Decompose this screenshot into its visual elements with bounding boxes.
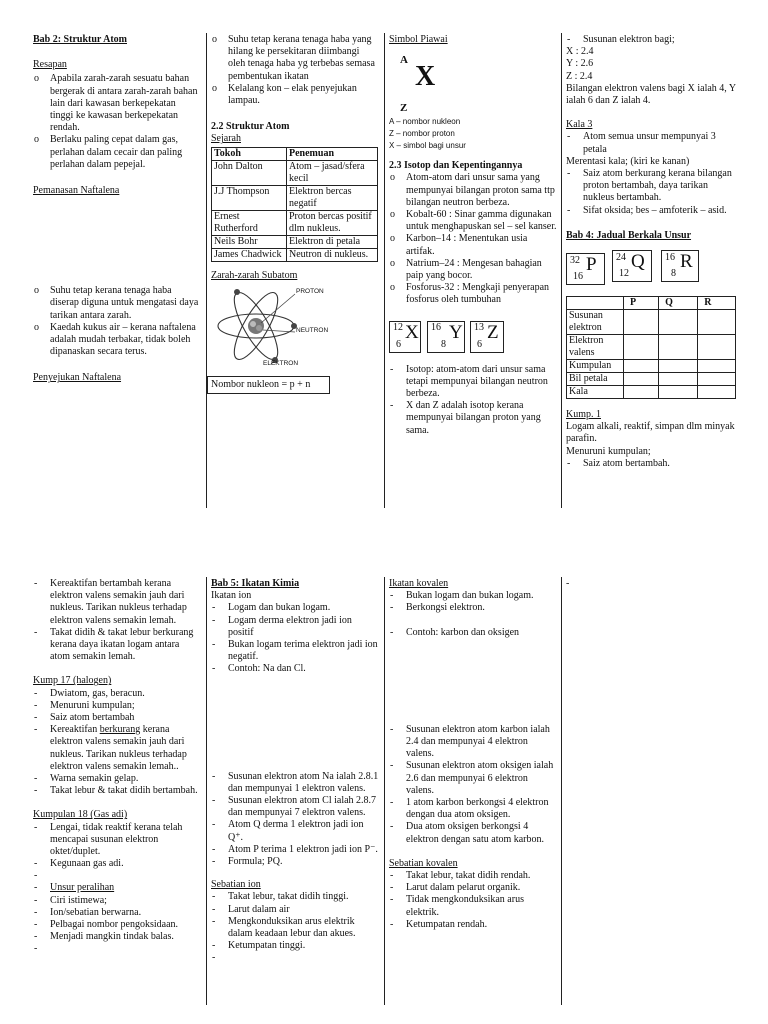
pemanasan-list <box>33 285 201 358</box>
empty-dash: - <box>566 578 570 589</box>
column-divider <box>384 33 385 508</box>
list-item: - Lengai, tidak reaktif kerana telah mencapai susunan elektron oktet/duplet. <box>33 822 201 859</box>
element-symbol: X <box>405 321 419 343</box>
list-item: - Susunan elektron atom karbon ialah 2.4 dan mempunyai 4 elektron valens. <box>389 724 557 761</box>
list-item: - Atom semua unsur mempunyai 3 petala <box>566 131 736 155</box>
table-header-row <box>212 147 378 160</box>
list-item: - Atom P terima 1 elektron jadi ion P⁻. <box>211 844 379 856</box>
mass-number: 13 <box>474 321 484 333</box>
element-symbol: Q <box>631 251 645 273</box>
list-item: - Takat lebur, takat didih rendah. <box>389 870 557 882</box>
table-row <box>567 373 736 386</box>
list-item: - Kegunaan gas adi. <box>33 858 201 870</box>
sebatian-kovalen-title: Sebatian kovalen <box>389 857 458 869</box>
mass-number: 16 <box>431 321 441 333</box>
row-label: Bil petala <box>567 373 624 386</box>
table-cell: John Dalton <box>212 160 287 185</box>
atomic-number: 12 <box>619 268 629 280</box>
kovalen-list-2 <box>389 724 557 846</box>
menuruni-text: Menuruni kumpulan; <box>566 445 651 457</box>
kump1-continued-list <box>33 578 201 663</box>
list-item: - Menuruni kumpulan; <box>33 700 201 712</box>
subatom-title: Zarah-zarah Subatom <box>211 269 298 281</box>
table-header: R <box>698 297 736 310</box>
list-item: - Contoh: Na dan Cl. <box>211 663 379 675</box>
list-item <box>33 882 201 894</box>
list-item: - Ketumpatan tinggi. <box>211 940 379 952</box>
section-heading: 2.2 Struktur Atom <box>211 121 290 133</box>
list-item: o Atom-atom dari unsur sama yang mempunyai bilangan proton sama ttp bilangan neutron berbeza. <box>389 172 557 209</box>
table-row <box>212 210 378 235</box>
element-boxes <box>566 253 736 289</box>
list-item: - Kereaktifan bertambah kerana elektron valens semakin jauh dari nukleus. Tarikan nukleus terhadap elektron valens semakin lemah. <box>33 578 201 627</box>
list-item: - Takat lebur & takat didih bertambah. <box>33 785 201 797</box>
atomic-number: 6 <box>477 338 482 350</box>
atom-diagram <box>211 284 351 368</box>
list-item: o Fosforus-32 : Mengkaji penyerapan fosforus oleh tumbuhan <box>389 282 557 306</box>
kala3-title: Kala 3 <box>566 119 593 131</box>
column-divider <box>384 577 385 1005</box>
kala3-list <box>566 131 736 155</box>
pemanasan-title: Pemanasan Naftalena <box>33 185 120 197</box>
list-item: - 1 atom karbon berkongsi 4 elektron dengan dua atom oksigen. <box>389 797 557 821</box>
atom-diagram-image <box>211 284 351 368</box>
history-table <box>211 147 378 262</box>
list-item: o Karbon–14 : Menentukan usia artifak. <box>389 233 557 257</box>
row-label: Elektron valens <box>567 335 624 360</box>
table-row <box>212 235 378 248</box>
chapter-heading: Bab 5: Ikatan Kimia <box>211 578 300 589</box>
chapter-heading: Bab 4: Jadual Berkala Unsur <box>566 229 692 241</box>
kump1-list <box>566 458 736 470</box>
underlined-word: berkurang <box>99 724 141 736</box>
element-symbol: P <box>586 254 597 276</box>
standard-symbol <box>389 46 557 115</box>
mass-number: 12 <box>393 321 403 333</box>
list-item: - Takat didih & takat lebur berkurang kerana daya ikatan logam antara atom semakin lemah. <box>33 627 201 664</box>
kovalen-title: Ikatan kovalen <box>389 578 449 589</box>
element-box-q <box>612 250 652 282</box>
list-item: - Saiz atom bertambah. <box>566 458 736 470</box>
isotop-list <box>389 172 557 306</box>
list-item: - Atom Q derma 1 elektron jadi ion Q⁺. <box>211 819 379 843</box>
atomic-number: 16 <box>573 271 583 283</box>
kala3-list-2 <box>566 168 736 217</box>
table-header <box>567 297 624 310</box>
mass-number: 16 <box>665 252 675 264</box>
element-symbol: Y <box>449 321 463 343</box>
formula-box <box>207 376 330 394</box>
list-item: o Berlaku paling cepat dalam gas, perlahan dalam cecair dan paling perlahan dalam pepejal. <box>33 134 201 171</box>
table-cell: J.J Thompson <box>212 185 287 210</box>
atomic-number: 8 <box>441 338 446 350</box>
list-item: - Logam derma elektron jadi ion positif <box>211 615 379 639</box>
simbol-title: Simbol Piawai <box>389 34 448 45</box>
list-item: - Bukan logam dan bukan logam. <box>389 590 557 602</box>
isotope-boxes <box>389 321 557 355</box>
list-item: - Formula; PQ. <box>211 856 379 868</box>
list-item: - Saiz atom bertambah <box>33 712 201 724</box>
element-symbol: Z <box>487 321 499 343</box>
kump18-list <box>33 822 201 956</box>
list-item: - Larut dalam air <box>211 904 379 916</box>
kovalen-list <box>389 590 557 614</box>
column-divider <box>561 577 562 1005</box>
list-item: - Sifat oksida; bes – amfoterik – asid. <box>566 205 736 217</box>
susunan-value: Z : 2.4 <box>566 70 593 82</box>
proton-number-symbol: Z <box>400 102 408 115</box>
neutron-label: NEUTRON <box>296 326 329 334</box>
table-header-row <box>567 297 736 310</box>
kump18-title: Kumpulan 18 (Gas adi) <box>33 809 128 821</box>
list-item: o Suhu tetap kerana tenaga haba diserap diguna untuk mengatasi daya tarikan antara zarah. <box>33 285 201 322</box>
isotop-notes <box>389 364 557 437</box>
sebatian-ion-title: Sebatian ion <box>211 879 261 891</box>
legend-item: A – nombor nukleon <box>389 117 461 127</box>
sebatian-ion-list <box>211 891 379 964</box>
list-item: - Susunan elektron atom Cl ialah 2.8.7 dan mempunyai 7 elektron valens. <box>211 795 379 819</box>
susunan-value: X : 2.4 <box>566 46 594 58</box>
table-row <box>212 248 378 261</box>
list-item: o Natrium–24 : Mengesan bahagian paip yang bocor. <box>389 258 557 282</box>
list-item: - Dwiatom, gas, beracun. <box>33 688 201 700</box>
chapter-heading: Bab 2: Struktur Atom <box>33 34 127 45</box>
proton-label: PROTON <box>296 287 324 295</box>
column-divider <box>206 33 207 508</box>
list-item: o Kelalang kon – elak penyejukan lampau. <box>211 83 379 107</box>
list-item <box>33 943 201 955</box>
list-item: o Apabila zarah-zarah sesuatu bahan bergerak di antara zarah-zarah bahan lain dari kawasan berkepekatan tinggi ke kawasan berkepekatan rendah. <box>33 73 201 134</box>
table-header: Tokoh <box>212 147 287 160</box>
kump1-title: Kump. 1 <box>566 409 601 421</box>
list-item <box>33 870 201 882</box>
symbol-legend <box>389 116 557 152</box>
table-row <box>212 185 378 210</box>
sejarah-title: Sejarah <box>211 133 241 145</box>
table-header: Penemuan <box>287 147 378 160</box>
element-symbol: R <box>680 251 693 273</box>
isotope-box-y <box>427 321 465 353</box>
list-item: - Ciri istimewa; <box>33 895 201 907</box>
table-row <box>212 160 378 185</box>
list-item: - Susunan elektron bagi; <box>566 34 736 46</box>
nukleon-formula: Nombor nukleon = p + n <box>211 378 311 390</box>
elektron-label: ELEKTRON <box>263 359 299 367</box>
row-label: Kumpulan <box>567 360 624 373</box>
bottom-column-3 <box>389 578 557 931</box>
table-cell: Proton bercas positif dlm nukleus. <box>287 210 378 235</box>
list-item: - X dan Z adalah isotop kerana mempunyai bilangan proton yang sama. <box>389 400 557 437</box>
list-item: - Tidak mengkonduksikan arus elektrik. <box>389 894 557 918</box>
column-divider <box>561 33 562 508</box>
penyejukan-title: Penyejukan Naftalena <box>33 372 122 384</box>
top-column-2 <box>211 34 379 394</box>
list-item: - Berkongsi elektron. <box>389 602 557 614</box>
cooling-list <box>211 34 379 107</box>
element-box-p <box>566 253 605 285</box>
element-symbol: X <box>415 61 436 93</box>
list-item: - Logam dan bukan logam. <box>211 602 379 614</box>
table-row <box>567 386 736 399</box>
contoh-list <box>389 627 557 639</box>
table-cell: Atom – jasad/sfera kecil <box>287 160 378 185</box>
top-column-1 <box>33 34 201 385</box>
list-item: - Larut dalam pelarut organik. <box>389 882 557 894</box>
resapan-title: Resapan <box>33 59 67 71</box>
atomic-number: 6 <box>396 338 401 350</box>
table-row <box>567 360 736 373</box>
ion-title: Ikatan ion <box>211 590 252 602</box>
list-item: - Isotop: atom-atom dari unsur sama tetapi mempunyai bilangan neutron berbeza. <box>389 364 557 401</box>
isotop-heading: 2.3 Isotop dan Kepentingannya <box>389 160 523 172</box>
list-item: - Ketumpatan rendah. <box>389 919 557 931</box>
list-item: - Susunan elektron atom oksigen ialah 2.6 dan mempunyai 6 elektron valens. <box>389 760 557 797</box>
isotope-box-z <box>470 321 504 353</box>
list-item: - Kereaktifan berkurang kerana elektron valens semakin jauh dari nukleus. Tarikan nukleus terhadap elektron valens semakin lemah.. <box>33 724 201 773</box>
susunan-list <box>566 34 736 46</box>
top-column-4 <box>566 34 736 470</box>
peralihan-title: Unsur peralihan <box>50 882 115 894</box>
bottom-column-4 <box>566 578 734 590</box>
top-column-3 <box>389 34 557 437</box>
table-row <box>567 335 736 360</box>
list-item: o Suhu tetap kerana tenaga haba yang hilang ke persekitaran diimbangi oleh tenaga haba yg terbebas semasa pembentukan ikatan <box>211 34 379 83</box>
resapan-list <box>33 73 201 171</box>
kump17-list <box>33 688 201 798</box>
ion-list-2 <box>211 771 379 869</box>
list-item: - Bukan logam terima elektron jadi ion negatif. <box>211 639 379 663</box>
list-item: - Ion/sebatian berwarna. <box>33 907 201 919</box>
kump1-text: Logam alkali, reaktif, simpan dlm minyak parafin. <box>566 421 735 445</box>
ion-list <box>211 602 379 675</box>
bottom-column-1 <box>33 578 201 955</box>
susunan-value: Y : 2.6 <box>566 58 594 70</box>
list-item: - Menjadi mangkin tindak balas. <box>33 931 201 943</box>
list-item: - Contoh: karbon dan oksigen <box>389 627 557 639</box>
table-row <box>567 310 736 335</box>
list-item <box>211 952 379 964</box>
list-item: - Susunan elektron atom Na ialah 2.8.1 dan mempunyai 1 elektron valens. <box>211 771 379 795</box>
nucleon-number-symbol: A <box>400 54 408 67</box>
kump17-title: Kump 17 (halogen) <box>33 675 112 687</box>
mass-number: 24 <box>616 252 626 264</box>
bottom-column-2 <box>211 578 379 964</box>
legend-item: Z – nombor proton <box>389 129 455 139</box>
column-divider <box>206 577 207 1005</box>
table-cell: Ernest Rutherford <box>212 210 287 235</box>
row-label: Susunan elektron <box>567 310 624 335</box>
list-item: - Takat lebur, takat didih tinggi. <box>211 891 379 903</box>
table-cell: James Chadwick <box>212 248 287 261</box>
mass-number: 32 <box>570 255 580 267</box>
isotope-box-x <box>389 321 421 353</box>
list-item: - Mengkonduksikan arus elektrik dalam keadaan lebur dan akues. <box>211 916 379 940</box>
merentasi-text: Merentasi kala; (kiri ke kanan) <box>566 155 690 167</box>
atomic-number: 8 <box>671 268 676 280</box>
table-cell: Neutron di nukleus. <box>287 248 378 261</box>
valens-text: Bilangan elektron valens bagi X ialah 4, Y ialah 6 dan Z ialah 4. <box>566 82 736 107</box>
element-box-r <box>661 250 699 282</box>
table-header: P <box>624 297 659 310</box>
list-item: - Pelbagai nombor pengoksidaan. <box>33 919 201 931</box>
sebatian-kovalen-list <box>389 870 557 931</box>
list-item: o Kobalt-60 : Sinar gamma digunakan untuk menghapuskan sel – sel kanser. <box>389 209 557 233</box>
list-item: - Dua atom oksigen berkongsi 4 elektron dengan satu atom karbon. <box>389 821 557 845</box>
table-cell: Neils Bohr <box>212 235 287 248</box>
table-header: Q <box>659 297 698 310</box>
table-cell: Elektron di petala <box>287 235 378 248</box>
element-table <box>566 296 736 399</box>
row-label: Kala <box>567 386 624 399</box>
legend-item: X – simbol bagi unsur <box>389 141 466 151</box>
table-cell: Elektron bercas negatif <box>287 185 378 210</box>
list-item: - Saiz atom berkurang kerana bilangan proton bertambah, daya tarikan nukleus bertambah. <box>566 168 736 205</box>
list-item: - Warna semakin gelap. <box>33 773 201 785</box>
list-item: o Kaedah kukus air – kerana naftalena adalah mudah terbakar, tidak boleh dipanaskan secara terus. <box>33 322 201 359</box>
